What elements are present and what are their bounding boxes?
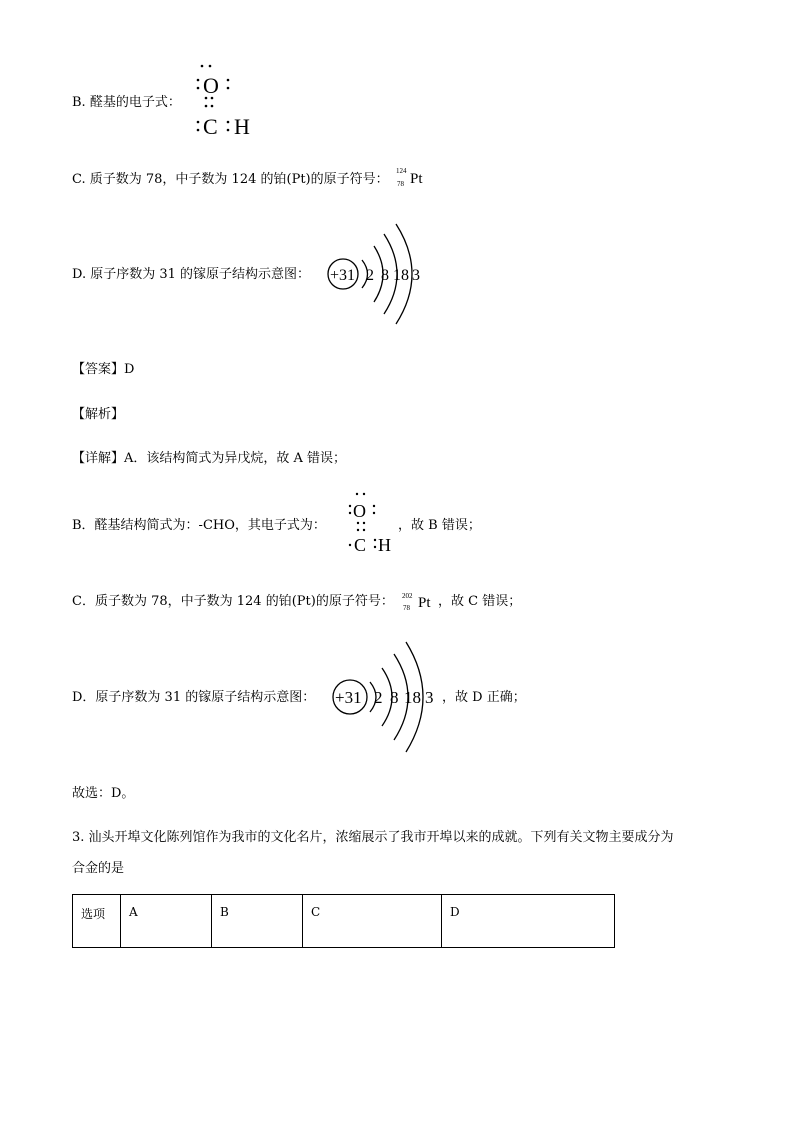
- shell-3: 18: [393, 267, 409, 284]
- shell-1: 2: [366, 267, 374, 284]
- answer-line: [72, 358, 134, 377]
- option-cell-c: C: [303, 895, 442, 948]
- detail-element-symbol: Pt: [418, 595, 431, 611]
- detail-shell-1: 2: [374, 688, 383, 707]
- option-c-label: C. 质子数为 78，中子数为 124 的铂(Pt)的原子符号：: [72, 172, 389, 187]
- detail-atom-c: C: [354, 535, 367, 555]
- option-d-label: D. 原子序数为 31 的镓原子结构示意图：: [72, 267, 311, 282]
- gallium-atom-diagram: [326, 220, 436, 330]
- detail-mass-number: 202: [402, 592, 413, 600]
- detail-nuclide-symbol: [402, 590, 442, 616]
- atom-c: C: [203, 114, 218, 139]
- detail-d-text: D．原子序数为 31 的镓原子结构示意图：: [72, 690, 316, 705]
- table-header-cell: 选项: [73, 895, 121, 948]
- detail-tag: 【详解】: [72, 451, 125, 466]
- detail-b-tail: ，故 B 错误；: [398, 518, 481, 533]
- answer-tag: 【答案】: [72, 362, 125, 377]
- atomic-number: 78: [397, 180, 404, 188]
- option-cell-a: A: [121, 895, 212, 948]
- option-cell-d: D: [442, 895, 615, 948]
- detail-a-line: [72, 447, 346, 466]
- detail-d-tail: ，故 D 正确；: [442, 690, 526, 705]
- conclusion: 故选：D。: [72, 786, 135, 801]
- detail-b-text: B．醛基结构简式为：-CHO，其电子式为：: [72, 518, 326, 533]
- detail-shell-2: 8: [390, 688, 399, 707]
- detail-atom-h: H: [378, 535, 391, 555]
- shell-2: 8: [381, 267, 389, 284]
- electron-formula-aldehyde: [190, 60, 270, 140]
- options-table: [72, 894, 615, 948]
- question-3-line-1: 3. 汕头开埠文化陈列馆作为我市的文化名片，浓缩展示了我市开埠以来的成就。下列有关文物主要成分为: [72, 830, 674, 845]
- atom-o: O: [203, 73, 219, 98]
- shell-4: 3: [412, 267, 420, 284]
- option-cell-b: B: [212, 895, 303, 948]
- detail-shell-4: 3: [425, 688, 434, 707]
- atom-h: H: [234, 114, 250, 139]
- analysis-tag: 【解析】: [72, 407, 125, 422]
- detail-c-tail: ，故 C 错误；: [438, 594, 522, 609]
- detail-gallium-atom-diagram: [330, 640, 445, 755]
- nucleus-charge: +31: [330, 267, 356, 284]
- mass-number: 124: [396, 167, 407, 175]
- nuclide-symbol: [396, 164, 436, 192]
- detail-atomic-number: 78: [403, 604, 410, 612]
- detail-nucleus-charge: +31: [335, 688, 362, 707]
- table-row: [73, 895, 615, 948]
- answer-value: D: [124, 362, 135, 377]
- element-symbol: Pt: [410, 171, 423, 187]
- detail-atom-o: O: [353, 501, 366, 521]
- question-3-line-2: 合金的是: [72, 861, 125, 876]
- detail-a-text: A．该结构简式为异戊烷，故 A 错误；: [124, 451, 347, 466]
- detail-shell-3: 18: [404, 688, 421, 707]
- detail-c-text: C．质子数为 78，中子数为 124 的铂(Pt)的原子符号：: [72, 594, 394, 609]
- option-b-label: B. 醛基的电子式：: [72, 95, 181, 110]
